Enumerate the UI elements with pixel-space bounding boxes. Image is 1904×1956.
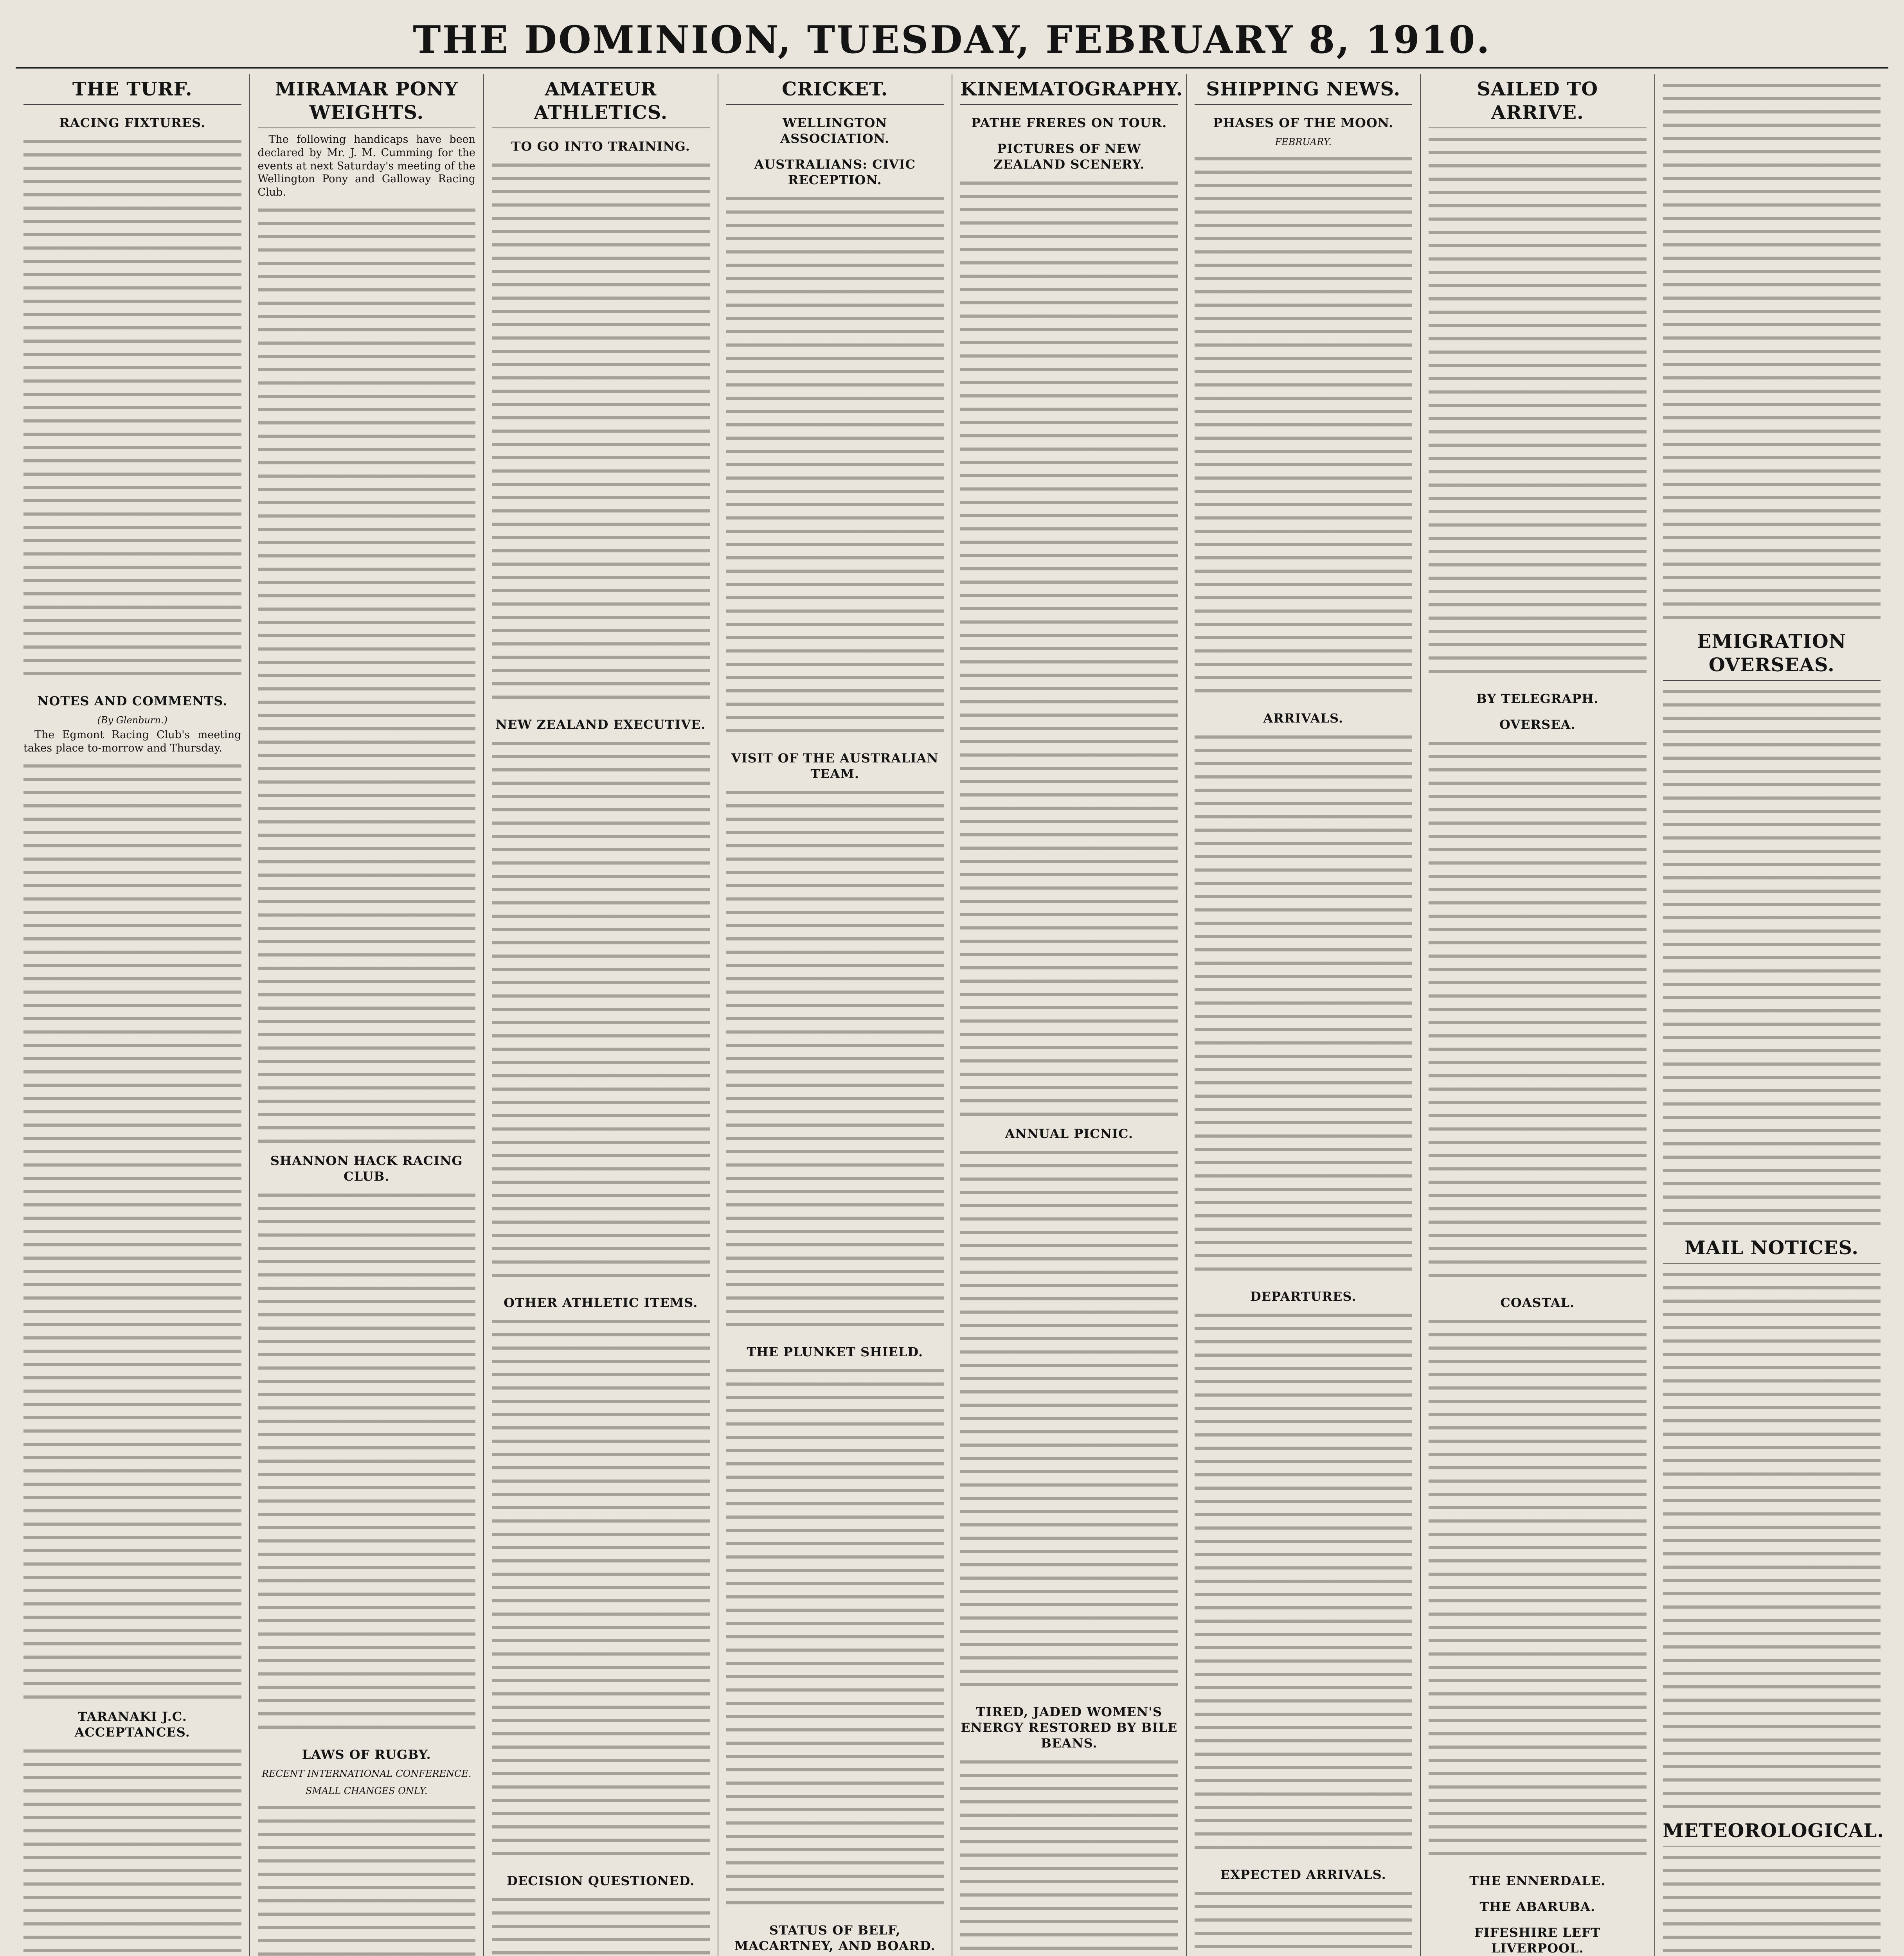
text-block (960, 1146, 1178, 1694)
subheading: WELLINGTON ASSOCIATION. (780, 115, 890, 146)
subheading: PHASES OF THE MOON. (1213, 115, 1394, 130)
text-block (1663, 685, 1881, 1233)
text-block (23, 135, 241, 683)
subheading: SMALL CHANGES ONLY. (305, 1785, 428, 1796)
subheading: DECISION QUESTIONED. (507, 1873, 695, 1888)
section-heading: METEOROLOGICAL. (1663, 1819, 1881, 1846)
subheading: RACING FIXTURES. (59, 115, 206, 130)
subheading: BY TELEGRAPH. (1476, 691, 1599, 706)
text-block (258, 1801, 476, 1956)
subheading: THE ENNERDALE. (1469, 1873, 1606, 1888)
subheading: TARANAKI J.C. ACCEPTANCES. (74, 1709, 190, 1740)
text-block (23, 1745, 241, 1956)
subheading: TO GO INTO TRAINING. (511, 139, 690, 154)
subheading: EXPECTED ARRIVALS. (1220, 1867, 1386, 1882)
text-block (960, 1756, 1178, 1956)
text-block (726, 1365, 944, 1912)
text-block (960, 177, 1178, 1116)
text-block (1429, 737, 1647, 1285)
subheading: SHANNON HACK RACING CLUB. (270, 1153, 463, 1184)
subheading: TIRED, JADED WOMEN'S ENERGY RESTORED BY BILE BEANS. (961, 1704, 1178, 1751)
text-block (258, 204, 476, 1143)
section-heading: MIRAMAR PONY WEIGHTS. (258, 77, 476, 128)
text-block (23, 760, 241, 1699)
text-block (492, 1315, 710, 1863)
text-block (1195, 1309, 1413, 1857)
section-heading: EMIGRATION OVERSEAS. (1663, 630, 1881, 681)
text-block (1195, 153, 1413, 700)
masthead (16, 9, 1888, 69)
subheading: THE PLUNKET SHIELD. (747, 1345, 923, 1359)
text-block (492, 159, 710, 707)
text-block (1195, 731, 1413, 1278)
subheading: PICTURES OF NEW ZEALAND SCENERY. (993, 141, 1145, 172)
paragraph: The Egmont Racing Club's meeting takes place to-morrow and Thursday. (23, 729, 241, 754)
text-block (726, 192, 944, 740)
subheading: VISIT OF THE AUSTRALIAN TEAM. (731, 751, 939, 781)
subheading: AUSTRALIANS: CIVIC RECEPTION. (754, 157, 916, 187)
section-heading: KINEMATOGRAPHY. (960, 77, 1178, 105)
text-block (1429, 133, 1647, 681)
subheading: NEW ZEALAND EXECUTIVE. (495, 717, 706, 732)
text-block (726, 786, 944, 1334)
column-cricket (718, 74, 952, 1956)
section-heading: AMATEUR ATHLETICS. (492, 77, 710, 128)
section-heading: CRICKET. (726, 77, 944, 105)
section-heading: THE TURF. (23, 77, 241, 105)
masthead-title: THE DOMINION, TUESDAY, FEBRUARY 8, 1910. (413, 18, 1491, 62)
section-heading: MAIL NOTICES. (1663, 1236, 1881, 1264)
subheading: THE ABARUBA. (1479, 1899, 1596, 1914)
text-block (1663, 1851, 1881, 1956)
text-block (1663, 79, 1881, 627)
subheading: OTHER ATHLETIC ITEMS. (504, 1295, 698, 1310)
text-block (1429, 1315, 1647, 1863)
subheading: DEPARTURES. (1250, 1289, 1357, 1304)
column-sailed (1420, 74, 1654, 1956)
section-heading: SAILED TO ARRIVE. (1429, 77, 1647, 128)
subheading: FEBRUARY. (1275, 137, 1332, 147)
subheading: OVERSEA. (1499, 717, 1576, 732)
paragraph: The following handicaps have been declared by Mr. J. M. Cumming for the events at next Saturday's meeting of the Wellington Pony and Galloway Racing Club. (257, 133, 475, 198)
subheading: ANNUAL PICNIC. (1005, 1126, 1133, 1141)
subheading: ARRIVALS. (1263, 711, 1344, 726)
column-pony-weights (249, 74, 484, 1956)
subheading: COASTAL. (1500, 1295, 1575, 1310)
text-block (1195, 1887, 1413, 1956)
column-emigration (1654, 74, 1889, 1956)
subheading: NOTES AND COMMENTS. (37, 694, 228, 708)
column-kinematography (952, 74, 1186, 1956)
subheading: LAWS OF RUGBY. (302, 1747, 431, 1762)
text-block (492, 1893, 710, 1956)
subheading: RECENT INTERNATIONAL CONFERENCE. (261, 1768, 472, 1779)
byline: (By Glenburn.) (97, 715, 167, 726)
column-athletics (483, 74, 718, 1956)
column-shipping (1186, 74, 1420, 1956)
column-area (16, 74, 1888, 1956)
subheading: PATHE FRERES ON TOUR. (971, 115, 1167, 130)
column-turf (16, 74, 249, 1956)
text-block (492, 737, 710, 1285)
text-block (1663, 1268, 1881, 1816)
subheading: FIFESHIRE LEFT LIVERPOOL. (1474, 1925, 1601, 1956)
text-block (258, 1189, 476, 1737)
section-heading: SHIPPING NEWS. (1195, 77, 1413, 105)
subheading: STATUS OF BELF, MACARTNEY, AND BOARD. (734, 1923, 936, 1953)
